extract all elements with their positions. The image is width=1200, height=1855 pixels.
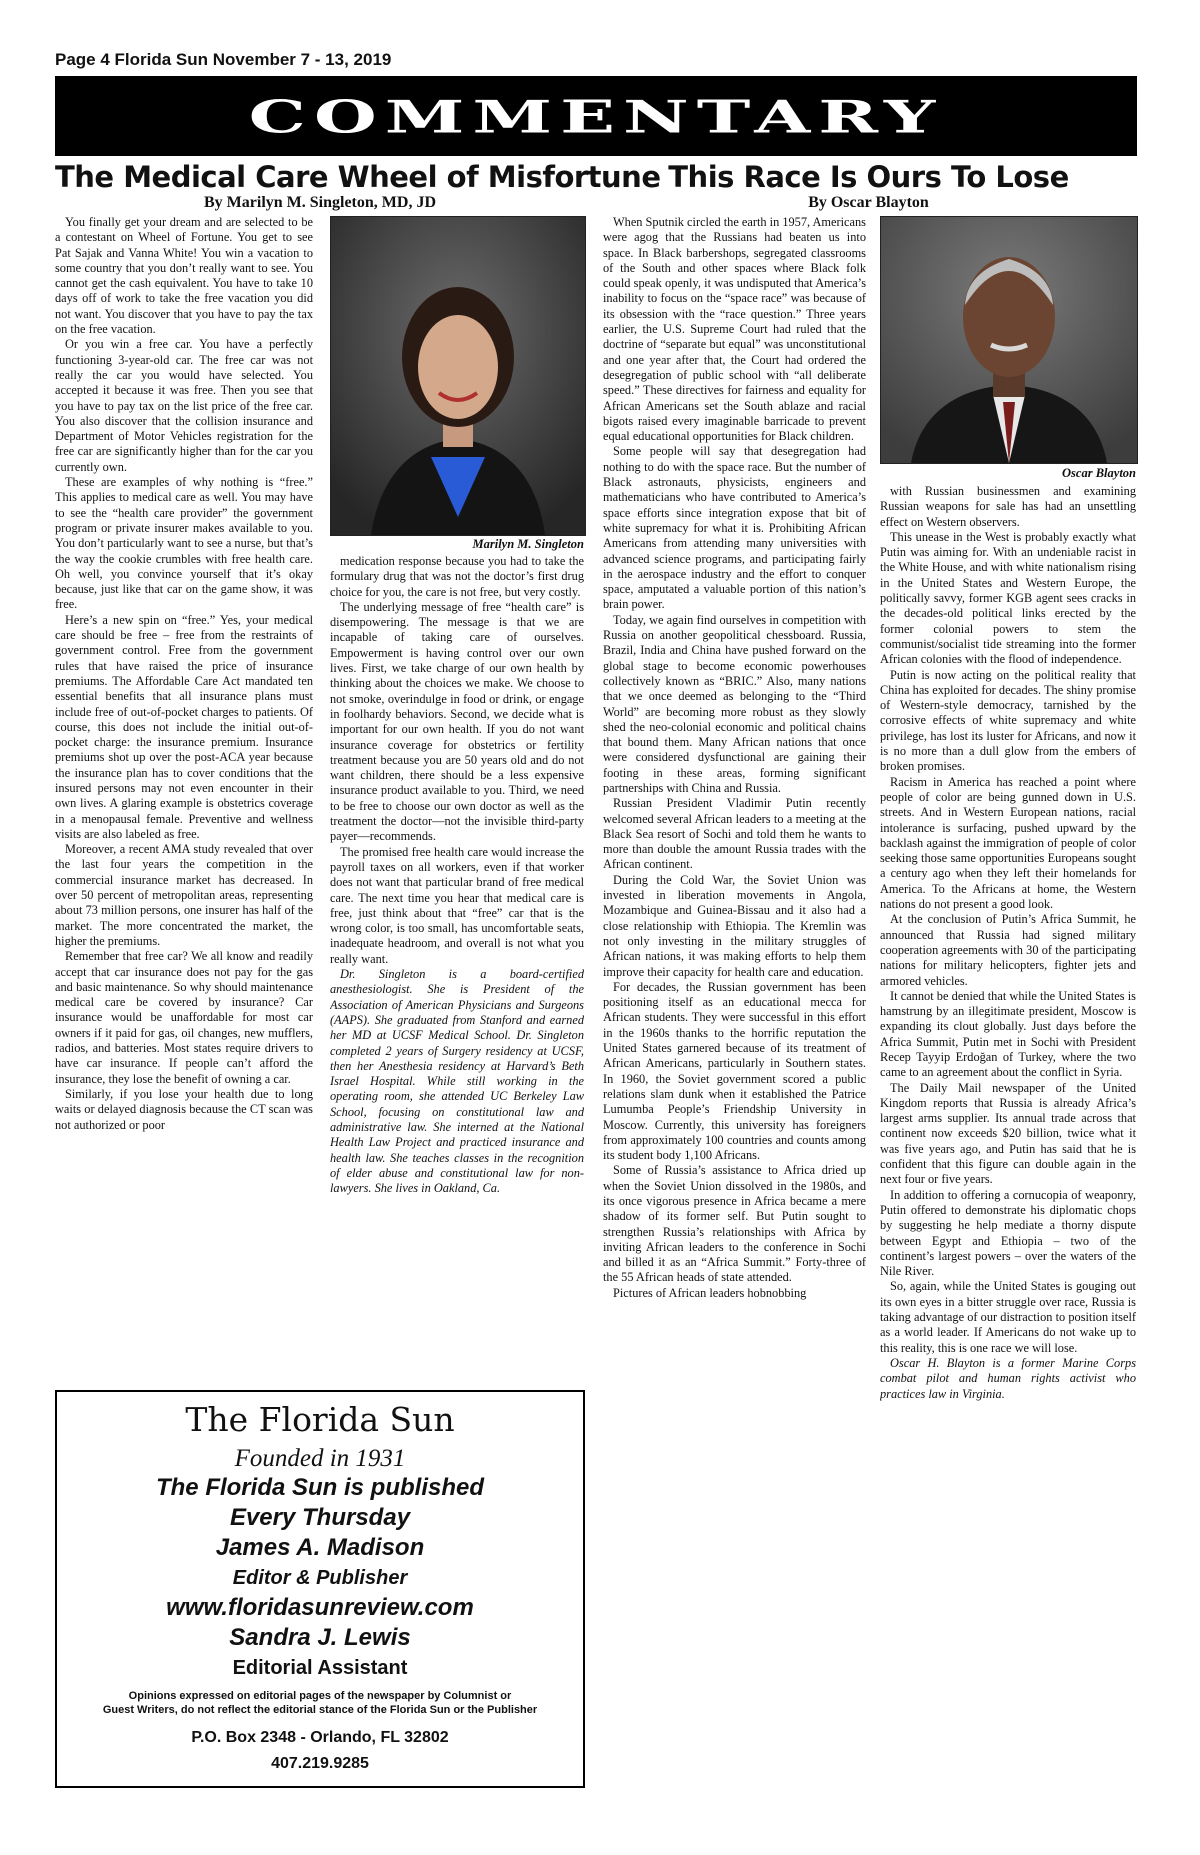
paragraph: Moreover, a recent AMA study revealed that over the last four years the competition in the commercial insurance market has decreased. In over 50 percent of metropolitan areas, representing about 73 million persons, one insurer has half of the market. The more concentrated the market, the higher the premiums. [55, 842, 313, 948]
paragraph: These are examples of why nothing is “free.” This applies to medical care as well. You may have to see the “health care provider” the government program or private insurer makes available to you. You don’t particularly want to see a nurse, but that’s the way the cookie crumbles with free health care. Oh well, you convince yourself that it’s okay because, just like that car on the game show, it was free. [55, 475, 313, 612]
article1-column-2 [330, 554, 584, 1384]
masthead-website: www.floridasunreview.com [166, 1594, 474, 1621]
paragraph: You finally get your dream and are selected to be a contestant on Wheel of Fortune. You get to see Pat Sajak and Vanna White! You win a vacation to some country that you don’t really want to see. You cannot get the cash equivalent. You have to take 10 days off of work to take the free vacation you did not want. You discover that you have to pay the tax on the free vacation. [55, 215, 313, 337]
article2-photo [880, 216, 1138, 464]
masthead-editor-title: Editor & Publisher [232, 1567, 408, 1589]
paragraph: Here’s a new spin on “free.” Yes, your medical care should be free – free from the restraints of government control. Free from the government rules that have raised the price of insurance premiums. The Affordable Care Act mandated ten essential benefits that all insurance plans must include free of out-of-pocket charges to patients. Of course, this does not include the initial out-of-pocket charge: the insurance premium. Insurance premiums shot up over the post-ACA year because the insurance plan has to cover conditions that the insured persons may not even encounter in their own lives. A glaring example is obstetrics coverage in a menopausal female. Preventive and wellness visits are also labeled as free. [55, 612, 313, 841]
masthead-founded: Founded in 1931 [234, 1445, 406, 1472]
paragraph: Or you win a free car. You have a perfectly functioning 3-year-old car. The free car was not really the car you would have selected. You accepted it because it was free. Then you see that you have to pay tax on the list price of the free car. You also discover that the collision insurance and Department of Motor Vehicles registration for the free car are significantly higher than for the car you currently own. [55, 337, 313, 474]
masthead-name: The Florida Sun [185, 1400, 455, 1439]
paragraph: medication response because you had to take the formulary drug that was not the doctor’s first drug choice for you, the care is not free, but very costly. [330, 554, 584, 599]
article1-byline: By Marilyn M. Singleton, MD, JD [204, 194, 436, 211]
paragraph: The Daily Mail newspaper of the United Kingdom reports that Russia is already Africa’s largest arms supplier. Its annual trade across that continent now exceeds $20 billion, twice what it was five years ago, and Putin has said that he is confident that this figure can double again in the next four or five years. [880, 1080, 1136, 1187]
masthead-published-2: Every Thursday [229, 1504, 411, 1531]
page-header: Page 4 Florida Sun November 7 - 13, 2019 [55, 50, 392, 69]
paragraph: Putin is now acting on the political reality that China has exploited for decades. The shiny promise of Western-style democracy, tarnished by the corrosive effects of white supremacy and white privilege, has lost its luster for Africans, and now it is no more than a dull glow from the embers of broken promises. [880, 667, 1136, 774]
portrait-man-icon [881, 217, 1137, 463]
masthead-address: P.O. Box 2348 - Orlando, FL 32802 [191, 1729, 449, 1746]
paragraph: The promised free health care would increase the payroll taxes on all workers, even if that worker does not want that particular brand of free medical care. The next time you hear that medical care is free, just think about that “free” car that is the wrong color, is too small, has uncomfortable seats, inadequate headroom, and overall is not what you really want. [330, 844, 584, 966]
paragraph: When Sputnik circled the earth in 1957, Americans were agog that the Russians had beaten us into space. In Black barbershops, segregated classrooms of the South and other spaces where Black folk could speak openly, it was undisputed that America’s inability to focus on the “space race” was because of its obsession with the “race question.” Three years earlier, the U.S. Supreme Court had ruled that the doctrine of “separate but equal” was unconstitutional and one year after that, the Court had ordered the desegregation of public school with “all deliberate speed.” These directives for fairness and equality for African Americans set the South ablaze and racial bigots raised every imaginable barricade to prevent equal educational opportunities for Black children. [603, 215, 866, 444]
paragraph: Similarly, if you lose your health due to long waits or delayed diagnosis because the CT scan was not authorized or poor [55, 1086, 313, 1132]
paragraph: It cannot be denied that while the United States is hamstrung by an illegitimate president, Moscow is expanding its clout globally. Just days before the Africa Summit, Putin met in Sochi with President Recep Tayyip Erdoğan of Turkey, where the two came to an agreement about the conflict in Syria. [880, 988, 1136, 1080]
article2-title: This Race Is Ours To Lose [668, 160, 1069, 194]
paragraph: Some people will say that desegregation had nothing to do with the space race. But the number of Black astronauts, physicists, engineers and mathematicians who have contributed to America’s space efforts since integration expose that bit of white supremacy for what it is. Prohibiting African Americans from attending many universities with advanced science programs, and participating fairly in the aerospace industry and the effort to conquer space, amputated a valuable portion of this nation’s brain power. [603, 444, 866, 612]
paragraph: At the conclusion of Putin’s Africa Summit, he announced that Russia had signed military cooperation agreements with 30 of the participating nations for military helicopters, fighter jets and armored vehicles. [880, 912, 1136, 988]
section-title: COMMENTARY [248, 89, 944, 143]
masthead-published-1: The Florida Sun is published [155, 1474, 485, 1501]
masthead-assistant-title: Editorial Assistant [232, 1657, 408, 1679]
article1-column-1 [55, 215, 313, 1380]
paragraph: For decades, the Russian government has been positioning itself as an educational mecca for African students. They were successful in this effort in the 1960s thanks to the horrific reputation the United States garnered because of its treatment of African Americans, particularly in Southern states. In 1960, the Soviet government scored a public relations slam dunk when it established the Patrice Lumumba People’s Friendship University in Moscow. Currently, this university has foreigners from approximately 100 countries and counts among its student body 1,100 Africans. [603, 979, 866, 1163]
article2-byline: By Oscar Blayton [808, 194, 929, 211]
paragraph: Russian President Vladimir Putin recently welcomed several African leaders to a meeting at the Black Sea resort of Sochi and told them he wants to more than double the amount Russia trades with the African continent. [603, 796, 866, 872]
masthead-disclaimer-2: Guest Writers, do not reflect the editorial stance of the Florida Sun or the Publisher [102, 1704, 538, 1716]
article2-photo-caption: Oscar Blayton [1062, 466, 1136, 480]
paragraph: So, again, while the United States is gouging out its own eyes in a bitter struggle over race, Russia is taking advantage of our distraction to position itself as a world leader. If Americans do not wake up to this reality, this is one race we will lose. [880, 1279, 1136, 1355]
paragraph: with Russian businessmen and examining Russian weapons for sale has had an unsettling effect on Western observers. [880, 484, 1136, 529]
paragraph: Some of Russia’s assistance to Africa dried up when the Soviet Union dissolved in the 1980s, and its once vigorous presence in Africa became a mere shadow of its former self. But Putin sought to strengthen Russia’s relationships with Africa by inviting African leaders to the conference in Sochi and billed it as an “Africa Summit.” Forty-three of the 55 African heads of state attended. [603, 1163, 866, 1285]
section-banner [55, 76, 1137, 156]
article1-photo [330, 216, 586, 536]
paragraph: Today, we again find ourselves in competition with Russia on another geopolitical chessboard. Russia, Brazil, India and China have pushed forward on the global stage to become economic powerhouses collectively known as “BRIC.” Also, many nations that we once deemed as belonging to the “Third World” are becoming more robust as they slowly shed the neo-colonial economic and political chains that bound them. Many African nations that once were considered dysfunctional are gaining their footing in these areas, forming significant partnerships with China and Russia. [603, 612, 866, 795]
paragraph: The underlying message of free “health care” is disempowering. The message is that we are incapable of taking care of ourselves. Empowerment is having control over our own lives. First, we take charge of our own health by thinking about the choices we make. We choose to not smoke, overindulge in food or drink, or engage in foolhardy behaviors. Second, we decide what is important for our own health. If you do not want insurance coverage for obstetrics or fertility treatment because you are 50 years old and do not want children, there should be a less expensive insurance product available to you. Third, we need to be free to choose our own doctor as well as the treatment the doctor—not the invisible third-party payer—recommends. [330, 599, 584, 844]
author-bio: Oscar H. Blayton is a former Marine Corps combat pilot and human rights activist who practices law in Virginia. [880, 1355, 1136, 1401]
article1-title: The Medical Care Wheel of Misfortune [55, 160, 661, 194]
paragraph: In addition to offering a cornucopia of weaponry, Putin offered to demonstrate his diplomatic chops by suggesting he help mediate a thorny dispute between Egypt and Ethiopia – two of the continent’s largest powers – over the waters of the Nile River. [880, 1187, 1136, 1279]
paragraph: Pictures of African leaders hobnobbing [613, 1285, 807, 1300]
article1-photo-caption: Marilyn M. Singleton [472, 537, 584, 551]
masthead-editor-name: James A. Madison [215, 1534, 425, 1561]
article2-column-1 [603, 215, 866, 1795]
paragraph: During the Cold War, the Soviet Union was invested in liberation movements in Angola, Mozambique and Guinea-Bissau and it also had a close relationship with Ethiopia. The Kremlin was not only investing in the military struggles of African nations, it was making efforts to help them improve their capacity for health care and education. [603, 872, 866, 979]
paragraph: Remember that free car? We all know and readily accept that car insurance does not pay for the gas and basic maintenance. So why should maintenance medical care be covered by insurance? Car insurance would be unaffordable for most car owners if it paid for gas, oil changes, new mufflers, radios, and batteries. Most states require drivers to have car insurance. If people can’t afford the insurance, they lose the benefit of owning a car. [55, 949, 313, 1086]
masthead-phone: 407.219.9285 [271, 1755, 369, 1772]
article2-column-2 [880, 484, 1136, 1794]
paragraph: This unease in the West is probably exactly what Putin was aiming for. With an undeniable racist in the White House, and with white nationalism rising in the United States and Western Europe, the politically savvy, former KGB agent sees cracks in the decades-old political links erected by the former colonial powers to stem the communist/socialist tide streaming into the former African colonies with the flood of independence. [880, 529, 1136, 667]
portrait-woman-icon [331, 217, 585, 535]
masthead-disclaimer-1: Opinions expressed on editorial pages of the newspaper by Columnist or [128, 1690, 512, 1702]
author-bio: Dr. Singleton is a board-certified anesthesiologist. She is President of the Association of American Physicians and Surgeons (AAPS). She graduated from Stanford and earned her MD at UCSF Medical School. Dr. Singleton completed 2 years of Surgery residency at UCSF, then her Anesthesia residency at Harvard’s Beth Israel Hospital. While still working in the operating room, she attended UC Berkeley Law School, focusing on constitutional law and administrative law. She interned at the National Health Law Project and practiced insurance and health law. She teaches classes in the recognition of elder abuse and constitutional law for non-lawyers. She lives in Oakland, Ca. [330, 967, 584, 1196]
paragraph: Racism in America has reached a point where people of color are being gunned down in U.S. streets. And in Western European nations, racial intolerance is surfacing, pushed upward by the backlash against the immigration of people of color seeking those same opportunities Europeans sought a century ago when they left their homelands for America. To the Africans at home, the Western nations do not present a good look. [880, 774, 1136, 912]
masthead-assistant-name: Sandra J. Lewis [229, 1624, 411, 1651]
masthead-box [55, 1390, 585, 1788]
